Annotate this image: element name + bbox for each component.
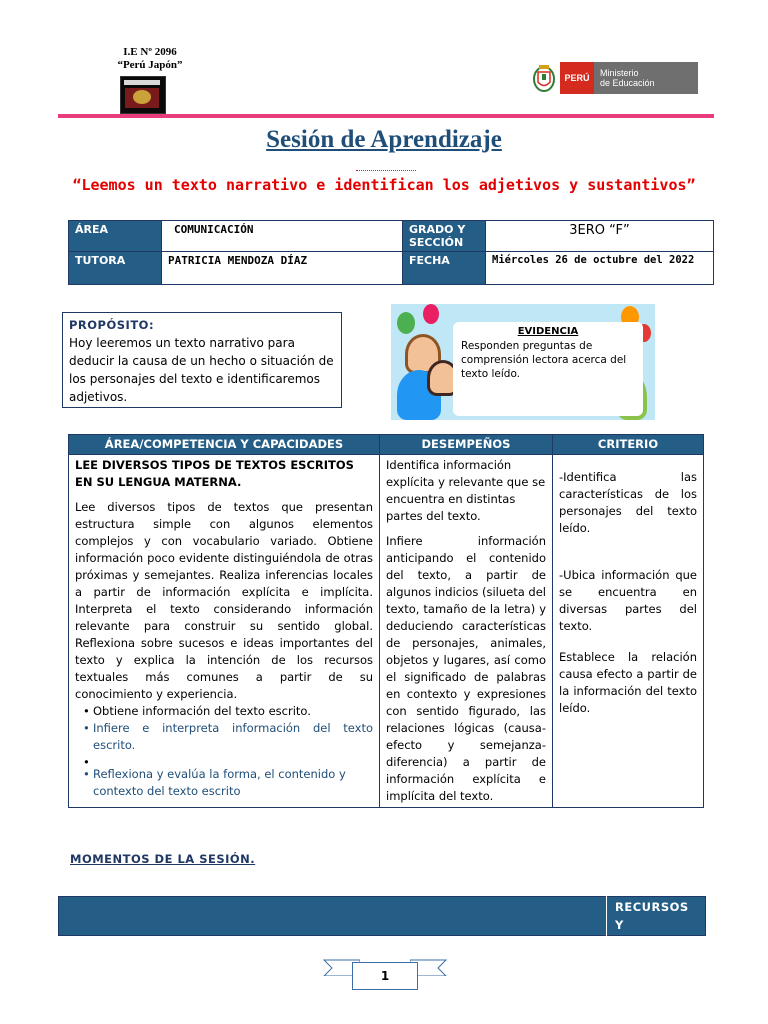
- capacidad-item: • Obtiene información del texto escrito.: [83, 703, 373, 720]
- competencia-title: LEE DIVERSOS TIPOS DE TEXTOS ESCRITOS EN SU LENGUA MATERNA.: [75, 458, 354, 489]
- criterio-item: Establece la relación causa efecto a partir de la información del texto leído.: [559, 650, 697, 715]
- header-divider: [58, 114, 714, 118]
- school-number: I.E Nº 2096: [123, 46, 177, 58]
- capacidad-item: • Infiere e interpreta información del texto escrito.: [83, 720, 373, 754]
- purpose-label: PROPÓSITO:: [69, 318, 155, 332]
- school-logo: [120, 76, 166, 114]
- tutora-label: TUTORA: [69, 252, 162, 285]
- grado-label: GRADO Y SECCIÓN: [403, 221, 486, 252]
- capacidad-item: • Reflexiona y evalúa la forma, el contenido y contexto del texto escrito: [83, 766, 373, 800]
- evidence-text: Responden preguntas de comprensión lectora acerca del texto leído.: [461, 340, 627, 380]
- evidence-card: [453, 322, 643, 416]
- capacidades-list: [75, 703, 373, 800]
- evidence-label: EVIDENCIA: [517, 326, 579, 337]
- ministry-logo: [530, 62, 698, 94]
- competences-table: [68, 434, 704, 808]
- session-moments-heading: MOMENTOS DE LA SESIÓN.: [70, 852, 256, 866]
- fecha-label: FECHA: [403, 252, 486, 285]
- area-label: ÁREA: [69, 221, 162, 252]
- coat-of-arms-icon: [530, 62, 558, 94]
- page-subtitle: “Leemos un texto narrativo e identifican los adjetivos y sustantivos”: [72, 176, 696, 194]
- session-info-table: [68, 220, 714, 285]
- grado-value: 3ERO “F”: [486, 221, 714, 252]
- purpose-text: Hoy leeremos un texto narrativo para deducir la causa de un hecho o situación de los personajes del texto e identificaremos adjetivos.: [69, 336, 334, 404]
- area-value: COMUNICACIÓN: [162, 221, 403, 252]
- competencia-cell: [69, 455, 380, 808]
- criterio-item: -Identifica las características de los personajes del texto leído.: [559, 470, 697, 535]
- desempeno-item: Identifica información explícita y relevante que se encuentra en distintas partes del texto.: [386, 458, 546, 523]
- criterio-cell: [553, 455, 704, 808]
- title-decoration: [356, 170, 416, 172]
- col-header-competencia: ÁREA/COMPETENCIA Y CAPACIDADES: [69, 435, 380, 455]
- competencia-description: Lee diversos tipos de textos que presentan estructura simple con algunos elementos complejos y con vocabulario variado. Obtiene información poco evidente distinguiéndola de otras próximas y semejantes. Realiza inferencias locales a partir de información explícita e implícita. Interpreta el texto considerando información relevante para construir su sentido global. Reflexiona sobre sucesos e ideas importantes del texto y explica la intención de los recursos textuales más comunes a partir de su conocimiento y experiencia.: [75, 500, 373, 701]
- ministry-label: Ministerio de Educación: [594, 62, 698, 94]
- school-title: “Perú Japón”: [117, 59, 183, 71]
- desempeno-item: Infiere información anticipando el contenido del texto, a partir de algunos indicios (silueta del texto, tamaño de la letra) y deduciendo características de personajes, animales, objetos y lugares, así como el significado de palabras en contexto y expresiones con sentido figurado, las relaciones lógicas (causa-efecto y semejanza-diferencia) a partir de información explícita e implícita del texto.: [386, 534, 546, 803]
- peru-label: PERÚ: [560, 62, 594, 94]
- evidence-illustration: [391, 304, 655, 420]
- page-number: 1: [352, 962, 418, 990]
- school-name: [100, 46, 200, 72]
- desempenos-cell: [380, 455, 553, 808]
- col-header-criterio: CRITERIO: [553, 435, 704, 455]
- fecha-value: Miércoles 26 de octubre del 2022: [486, 252, 714, 285]
- purpose-box: [62, 312, 342, 408]
- col-header-desempenos: DESEMPEÑOS: [380, 435, 553, 455]
- tutora-value: PATRICIA MENDOZA DÍAZ: [162, 252, 403, 285]
- page-title: Sesión de Aprendizaje: [266, 126, 502, 153]
- resources-header: RECURSOS Y MATERIALES: [606, 896, 706, 936]
- criterio-item: -Ubica información que se encuentra en diversas partes del texto.: [559, 568, 697, 633]
